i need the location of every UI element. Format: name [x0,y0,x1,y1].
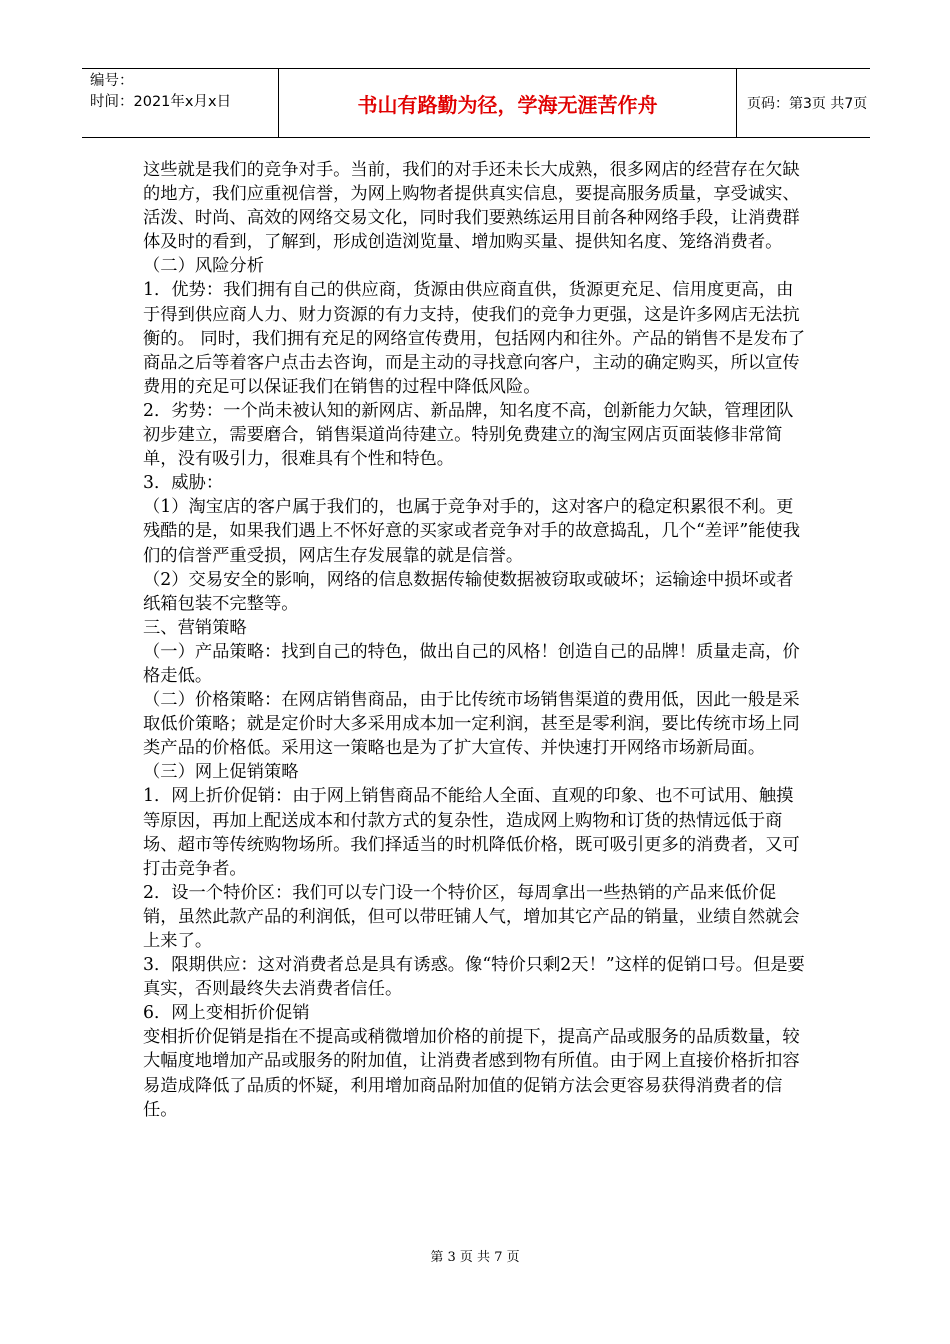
paragraph: （二）价格策略：在网店销售商品，由于比传统市场销售渠道的费用低，因此一般是采取低价策略；就是定价时大多采用成本加一定利润，甚至是零利润，要比传统市场上同类产品的价格低。采用这一策略也是为了扩大宣传、并快速打开网络市场新局面。 [143,690,800,759]
section-heading: （二）风险分析 [143,256,264,277]
time-label: 时间：2021年x月x日 [90,94,232,110]
paragraph: 3．限期供应：这对消费者总是具有诱惑。像“特价只剩2天！”这样的促销口号。但是要真实，否则最终失去消费者信任。 [143,955,805,1000]
paragraph: 1．网上折价促销：由于网上销售商品不能给人全面、直观的印象、也不可试用、触摸等原因，再加上配送成本和付款方式的复杂性，造成网上购物和订货的热情远低于商场、超市等传统购物场所。我们择适当的时机降低价格，既可吸引更多的消费者，又可打击竞争者。 [143,786,800,879]
paragraph: 这些就是我们的竞争对手。当前，我们的对手还未长大成熟，很多网店的经营存在欠缺的地方，我们应重视信誉，为网上购物者提供真实信息，要提高服务质量，享受诚实、活泼、时尚、高效的网络交易文化，同时我们要熟练运用目前各种网络手段，让消费群体及时的看到，了解到，形成创造浏览量、增加购买量、提供知名度、笼络消费者。 [143,160,800,253]
document-body [143,158,809,1122]
paragraph: （1）淘宝店的客户属于我们的，也属于竞争对手的，这对客户的稳定积累很不利。更残酷的是，如果我们遇上不怀好意的买家或者竞争对手的故意捣乱，几个“差评”能使我们的信誉严重受损，网店生存发展靠的就是信誉。 [143,497,801,566]
paragraph: 1．优势：我们拥有自己的供应商，货源由供应商直供，货源更充足、信用度更高，由于得到供应商人力、财力资源的有力支持，使我们的竞争力更强，这是许多网店无法抗衡的。 同时，我们拥有充足的网络宣传费用，包括网内和往外。产品的销售不是发布了商品之后等着客户点击去咨询，而是主动的寻找意向客户，主动的确定购买，所以宣传费用的充足可以保证我们在销售的过程中降低风险。 [143,280,806,397]
header-motto: 书山有路勤为径，学海无涯苦作舟 [279,69,737,137]
page-header [82,68,870,138]
paragraph: 变相折价促销是指在不提高或稍微增加价格的前提下，提高产品或服务的品质数量，较大幅度地增加产品或服务的附加值，让消费者感到物有所值。由于网上直接价格折扣容易造成降低了品质的怀疑，利用增加商品附加值的促销方法会更容易获得消费者的信任。 [143,1027,800,1120]
paragraph: （2）交易安全的影响，网络的信息数据传输使数据被窃取或破坏；运输途中损坏或者纸箱包装不完整等。 [143,569,794,614]
page-footer: 第 3 页 共 7 页 [430,1250,520,1265]
section-heading: 6．网上变相折价促销 [143,1003,310,1024]
paragraph: （一）产品策略：找到自己的特色，做出自己的风格！创造自己的品牌！质量走高，价格走低。 [143,641,800,686]
header-page-info: 页码：第3页 共7页 [747,96,868,112]
paragraph: 2．设一个特价区：我们可以专门设一个特价区，每周拿出一些热销的产品来低价促销，虽然此款产品的利润低，但可以带旺铺人气，增加其它产品的销量，业绩自然就会上来了。 [143,882,800,951]
section-heading: （三）网上促销策略 [143,762,299,783]
number-label: 编号： [90,73,134,89]
section-heading: 3．威胁： [143,473,224,494]
paragraph: 2．劣势：一个尚未被认知的新网店、新品牌，知名度不高，创新能力欠缺，管理团队初步建立，需要磨合，销售渠道尚待建立。特别免费建立的淘宝网店页面装修非常简单，没有吸引力，很难具有个性和特色。 [143,400,794,470]
section-heading: 三、营销策略 [143,617,247,638]
header-meta [82,69,279,137]
